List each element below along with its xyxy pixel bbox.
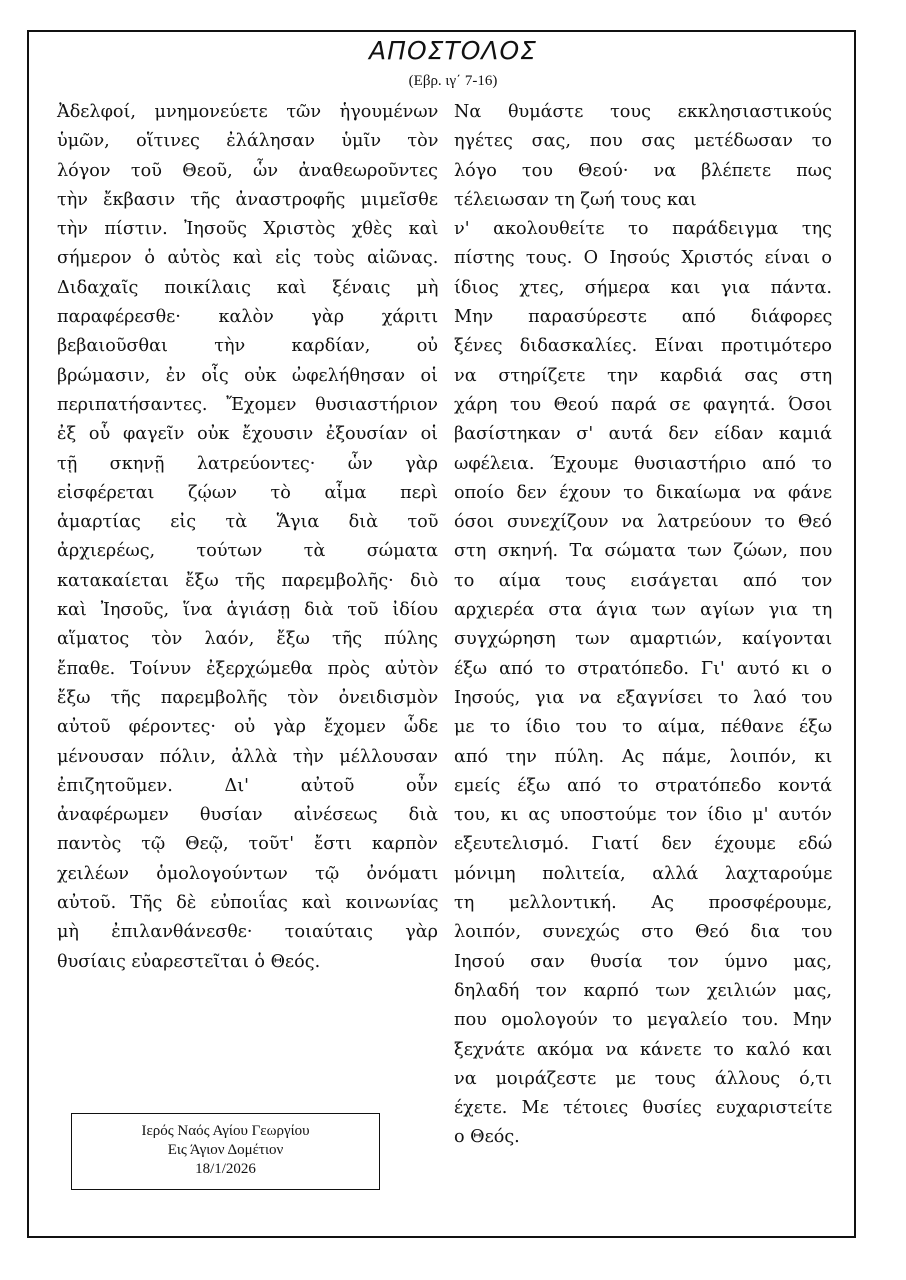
text-line: εμείς έξω από το στρατόπεδο κοντά (454, 775, 832, 796)
text-line: ωφέλεια. Έχουμε θυσιαστήριο από το (454, 453, 832, 474)
text-line: τὴν πίστιν. Ἰησοῦς Χριστὸς χθὲς καὶ (57, 219, 439, 240)
text-line: ἁμαρτίας εἰς τὰ Ἅγια διὰ τοῦ (57, 512, 439, 533)
text-line: περιπατήσαντες. Ἔχομεν θυσιαστήριον (57, 394, 438, 415)
church-location: Εις Άγιον Δομέτιον (167, 1142, 284, 1158)
text-line: ἀναφέρωμεν θυσίαν αἰνέσεως διὰ (57, 805, 438, 826)
text-line: Μην παρασύρεστε από διάφορες (454, 307, 833, 328)
text-line: ἔπαθε. Τοίνυν ἐξερχώμεθα πρὸς αὐτὸν (57, 658, 439, 679)
text-line: αἵματος τὸν λαόν, ἔξω τῆς πύλης (57, 629, 438, 650)
text-line: λοιπόν, συνεχώς στο Θεό δια του (454, 922, 833, 943)
text-line: ο Θεός. (454, 1127, 520, 1148)
text-line: καὶ Ἰησοῦς, ἵνα ἁγιάσῃ διὰ τοῦ ἰδίου (57, 600, 439, 621)
text-line: παντὸς τῷ Θεῷ, τοῦτ' ἔστι καρπὸν (57, 834, 438, 855)
text-line: ἐξ οὗ φαγεῖν οὐκ ἔχουσιν ἐξουσίαν οἱ (57, 424, 439, 445)
text-line: ὑμῶν, οἵτινες ἐλάλησαν ὑμῖν τὸν (57, 131, 439, 152)
text-line: παραφέρεσθε· καλὸν γὰρ χάριτι (57, 307, 439, 328)
text-line: με το ίδιο του το αίμα, πέθανε έξω (454, 717, 833, 738)
text-line: εἰσφέρεται ζῴων τὸ αἷμα περὶ (57, 482, 439, 503)
modern-greek-translation-column (454, 98, 832, 1153)
text-line: από την πύλη. Ας πάμε, λοιπόν, κι (454, 746, 833, 767)
text-line: λόγον τοῦ Θεοῦ, ὧν ἀναθεωροῦντες (57, 160, 438, 181)
text-line: να στηρίζετε την καρδιά σας στη (454, 365, 833, 386)
text-line: ίδιος χτες, σήμερα και για πάντα. (454, 277, 832, 298)
text-line: τη μελλοντική. Ας προσφέρουμε, (454, 893, 833, 914)
text-line: ξεχνάτε ακόμα να κάνετε το καλό και (454, 1039, 833, 1060)
text-line: στη σκηνή. Τα σώματα των ζώων, που (454, 541, 833, 562)
text-line: τὴν ἔκβασιν τῆς ἀναστροφῆς μιμεῖσθε (57, 189, 438, 210)
text-line: ἀρχιερέως, τούτων τὰ σώματα (57, 541, 438, 562)
text-line: οποίο δεν έχουν το δικαίωμα να φάνε (454, 482, 832, 503)
text-line: ν' ακολουθείτε το παράδειγμα της (454, 219, 832, 240)
text-line: βρώμασιν, ἐν οἷς οὐκ ὠφελήθησαν οἱ (57, 365, 438, 386)
text-line: ξένες διδασκαλίες. Είναι προτιμότερο (454, 336, 832, 357)
text-line: χειλέων ὁμολογούντων τῷ ὀνόματι (57, 863, 439, 884)
text-line: αὐτοῦ. Τῆς δὲ εὐποιΐας καὶ κοινωνίας (57, 893, 439, 914)
text-line: βασίστηκαν σ' αυτά δεν είδαν καμιά (454, 424, 832, 445)
text-line: μόνιμη πολιτεία, αλλά λαχταρούμε (454, 863, 833, 884)
text-line: θυσίαις εὐαρεστεῖται ὁ Θεός. (57, 951, 321, 972)
service-date: 18/1/2026 (195, 1161, 256, 1177)
original-greek-text-column (57, 98, 438, 977)
text-line: Ἀδελφοί, μνημονεύετε τῶν ἡγουμένων (57, 102, 439, 122)
church-info-box (71, 1113, 380, 1190)
text-line: κατακαίεται ἔξω τῆς παρεμβολῆς· διὸ (57, 570, 439, 591)
text-line: λόγο του Θεού· να βλέπετε πως (454, 160, 832, 181)
text-line: πίστης τους. Ο Ιησούς Χριστός είναι ο (454, 248, 832, 269)
text-line: όσοι συνεχίζουν να λατρεύουν το Θεό (454, 512, 832, 533)
text-line: τέλειωσαν τη ζωή τους και (454, 189, 697, 210)
text-line: Διδαχαῖς ποικίλαις καὶ ξέναις μὴ (57, 277, 439, 298)
text-line: Ιησού σαν θυσία τον ύμνο μας, (454, 951, 832, 972)
text-line: αρχιερέα στα άγια των αγίων για τη (454, 600, 833, 621)
text-line: συγχώρηση των αμαρτιών, καίγονται (454, 629, 833, 650)
text-line: Να θυμάστε τους εκκλησιαστικούς (454, 102, 832, 122)
text-line: αὐτοῦ φέροντες· οὐ γὰρ ἔχομεν ὧδε (57, 717, 438, 738)
text-line: ἐπιζητοῦμεν. Δι' αὐτοῦ οὖν (57, 775, 438, 796)
text-line: ἔξω τῆς παρεμβολῆς τὸν ὀνειδισμὸν (57, 687, 439, 708)
text-line: που ομολογούν το μεγαλείο του. Μην (454, 1010, 832, 1031)
text-line: μένουσαν πόλιν, ἀλλὰ τὴν μέλλουσαν (57, 746, 438, 767)
text-line: το αίμα τους εισάγεται από τον (454, 570, 833, 591)
scripture-reference: (Εβρ. ιγ΄ 7-16) (408, 73, 498, 89)
text-line: τῇ σκηνῇ λατρεύοντες· ὧν γὰρ (57, 453, 438, 474)
text-line: έξω από το στρατόπεδο. Γι' αυτό κι ο (454, 658, 832, 679)
text-line: εξευτελισμό. Γιατί δεν έχουμε εδώ (454, 834, 833, 855)
text-line: δηλαδή τον καρπό των χειλιών μας, (454, 980, 832, 1001)
text-line: βεβαιοῦσθαι τὴν καρδίαν, οὐ (57, 336, 438, 357)
text-line: του, κι ας υποστούμε τον ίδιο μ' αυτόν (454, 805, 832, 826)
page-title: ΑΠΟΣΤΟΛΟΣ (369, 36, 537, 65)
church-name: Ιερός Ναός Αγίου Γεωργίου (141, 1123, 310, 1139)
text-line: σήμερον ὁ αὐτὸς καὶ εἰς τοὺς αἰῶνας. (57, 248, 439, 269)
text-line: Ιησούς, για να εξαγνίσει το λαό του (454, 687, 833, 708)
text-line: χάρη του Θεού παρά σε φαγητά. Όσοι (454, 394, 833, 415)
text-line: να μοιράζεστε με τους άλλους ό,τι (454, 1068, 832, 1089)
text-line: έχετε. Με τέτοιες θυσίες ευχαριστείτε (454, 1098, 833, 1119)
text-line: μὴ ἐπιλανθάνεσθε· τοιαύταις γὰρ (57, 922, 438, 943)
text-line: ηγέτες σας, που σας μετέδωσαν το (454, 131, 833, 152)
